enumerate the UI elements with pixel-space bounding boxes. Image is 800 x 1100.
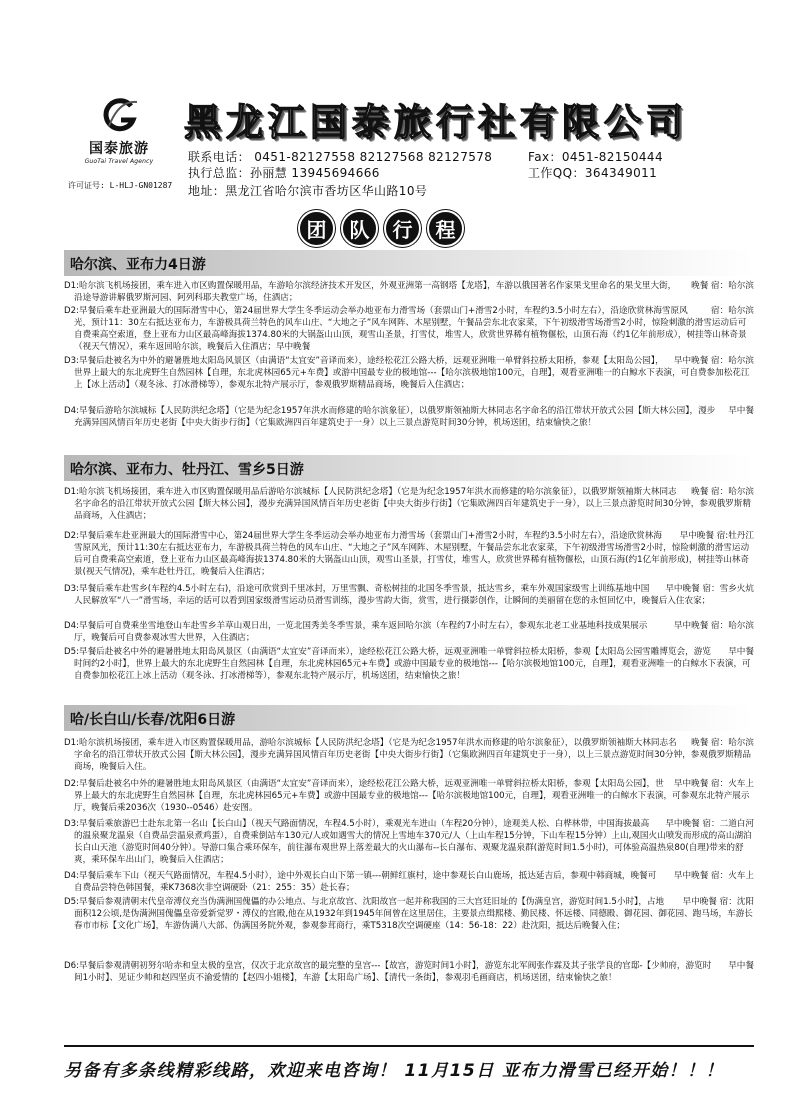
meal-lodging: 早中晚餐 宿：沈阳: [682, 897, 754, 907]
day-description: D2:早餐后赴被名中外的避暑胜地太阳岛风景区（由满语“太宜安”音译而来），途经松花江公路大桥，远观亚洲唯一单臂斜拉桥太阳桥，参观【太阳岛公园】，世界上最大的东北虎野生自然园林【自理，东北虎林园65元+车费】或游中国最专业的极地馆---【哈尔滨极地馆100元，自理】，观看亚洲唯一的白鲸水下表演，可参观东北特产展示厅，晚餐后乘2036次（1930--0546）赴安图。: [64, 779, 750, 813]
meal-lodging: 宿：哈尔滨: [711, 306, 754, 316]
meal-lodging: 早中餐: [728, 406, 754, 416]
phone-text: 联系电话： 0451-82127558 82127568 82127578: [188, 150, 493, 164]
meal-lodging: 早中晚餐 宿：二道白河: [665, 819, 754, 829]
meal-lodging: 早中晚餐 宿：火车上: [673, 871, 754, 881]
day-description: D4:早餐后可自费乘坐雪地登山车赴雪乡羊草山观日出，一览北国秀美冬季雪景，乘车返回哈尔滨（车程约7小时左右），参观东北老工业基地科技成果展示厅，晚餐后可自费参观冰雪大世界，入住酒店；: [64, 621, 648, 643]
title-char: 程: [427, 210, 464, 247]
itinerary-title: [298, 210, 464, 247]
itinerary-day: [64, 646, 754, 682]
itinerary-day: [64, 737, 754, 773]
itinerary-day: [64, 486, 754, 522]
route-title-harbin-yabuli-4day: 哈尔滨、亚布力4日游: [64, 250, 754, 276]
title-char: 行: [384, 210, 421, 247]
meal-lodging: 早中晚餐 宿:牡丹江: [679, 531, 754, 541]
manager-text: 执行总监：孙丽慧 13945694666: [188, 166, 380, 180]
route-title-harbin-yabuli-mudanjiang-xuexiang-5day: 哈尔滨、亚布力、牡丹江、雪乡5日游: [64, 455, 754, 481]
meal-lodging: 晚餐 宿：哈尔滨: [691, 487, 754, 497]
title-char: 队: [341, 210, 378, 247]
meal-lodging: 晚餐 宿：哈尔滨: [691, 738, 754, 748]
itinerary-day: [64, 530, 754, 578]
itinerary-day: [64, 620, 754, 644]
meal-lodging: 早中晚餐 宿：火车上: [673, 779, 754, 789]
logo-english-name: GuoTai Travel Agency: [84, 158, 154, 165]
day-description: D1:哈尔滨飞机场接团，乘车进入市区购置保暖用品，车游哈尔滨经济技术开发区，外观亚洲第一高钢塔【龙塔】，车游以俄国著名作家果戈里命名的果戈里大街，沿途导游讲解俄罗斯河园、阿列科耶夫教堂广场，住酒店；: [64, 281, 677, 303]
footer-divider: [64, 1045, 754, 1047]
footer-banner: 另备有多条线精彩线路，欢迎来电咨询！ 11月15日 亚布力滑雪已经开始！！！: [64, 1061, 725, 1081]
logo: [64, 96, 174, 165]
guotai-logo-icon: [97, 96, 141, 136]
itinerary-day: [64, 818, 754, 866]
day-description: D5:早餐后参观清朝末代皇帝溥仪充当伪满洲国傀儡的办公地点、与北京故宫、沈阳故宫一起并称我国的三大宫廷旧址的【伪满皇宫，游览时间1.5小时】，占地面积12公顷,是伪满洲国傀儡皇帝爱新觉罗・溥仪的宫殿,他在从1932年到1945年间曾在这里居住，主要景点缉熙楼、勤民楼、怀远楼、同德殿、御花园、御花园、跑马场，车游长春市市标【文化广场】，车游伪满八大部、伪满国务院外观，参观参茸商行，乘T5318次空调硬座（14：56-18：22）赴沈阳，抵达后晚餐入住；: [64, 897, 753, 931]
license-number: 许可证号: L-HLJ-GN01287: [68, 181, 173, 190]
meal-lodging: 早中晚餐 宿：哈尔滨: [673, 356, 754, 366]
contact-row-phone: [188, 148, 664, 165]
day-description: D4:早餐后乘车下山（视天气路面情况，车程4.5小时），途中外观长白山下第一镇---朝鲜红旗村，途中参观长白山鹿场，抵达延吉后，参观中韩商城，晚餐可自费品尝特色韩国餐，乘K7368次非空调硬卧（21：255：35）赴长春；: [64, 871, 657, 893]
day-description: D2:早餐后乘车赴亚洲最大的国际滑雪中心，第24届世界大学生冬季运动会举办地亚布力滑雪场（套票山门+滑雪2小时，车程约3.5小时左右），沿途欣赏林海雪原风光，预计11：30左右抵达亚布力，车游极具荷兰特色的风车山庄、“大地之子”风车网阵、木屋别墅，午餐品尝东北农家菜，下午初级滑雪场滑雪2小时，惊险刺激的滑雪运动后可自费乘高空索道，登上亚布力山区最高峰海拔1374.80米的大锅盔山山顶，观雪山圣景，打雪仗，堆雪人，欣赏世界稀有植物偃松，山顶石海（约1亿年前形成），树挂等山林奇景（视天气情况），乘车返回哈尔滨，晚餐后入住酒店；早中晚餐: [64, 306, 747, 352]
contact-row-address: [188, 182, 427, 199]
itinerary-day: [64, 280, 754, 304]
fax-text: Fax：0451-82150444: [528, 150, 664, 164]
day-description: D1:哈尔滨飞机场接团，乘车进入市区购置保暖用品后游哈尔滨城标【人民防洪纪念塔】（它是为纪念1957年洪水而修建的哈尔滨象征），以俄罗斯领袖斯大林同志名字命名的沿江带状开放式公园【斯大林公园】，漫步充满异国风情百年历史老街【中央大街步行街】（它集欧洲四百年建筑史于一身），以上三景点游览时间30分钟，参观俄罗斯精品商场，入住酒店；: [64, 487, 751, 521]
qq-text: 工作QQ：364349011: [528, 166, 658, 180]
day-description: D3:早餐后赴被名为中外的避暑胜地太阳岛风景区（由满语“太宜安”音译而来），途经松花江公路大桥，远观亚洲唯一单臂斜拉桥太阳桥，参观【太阳岛公园】，世界上最大的东北虎野生自然园林【自理，东北虎林园65元+车费】或游中国最专业的极地馆---【哈尔滨极地馆100元，自理】，观看亚洲唯一的白鲸水下表演，可自费参加松花江上【冰上活动】（观冬泳、打冰滑梯等），参观东北特产展示厅，参观俄罗斯精品商场，晚餐后入住酒店；: [64, 356, 750, 390]
header: [64, 88, 754, 200]
itinerary-day: [64, 305, 754, 353]
meal-lodging: 早中餐: [728, 647, 754, 657]
meal-lodging: 早中晚餐 宿：哈尔滨: [673, 621, 754, 631]
meal-lodging: 早中晚餐 宿：雪乡火炕: [665, 584, 754, 594]
itinerary-day: [64, 870, 754, 894]
day-description: D2:早餐后乘车赴亚洲最大的国际滑雪中心，第24届世界大学生冬季运动会举办地亚布力滑雪场（套票山门+滑雪2小时，车程约3.5小时左右），沿途欣赏林海雪原风光，预计11:30左右抵达亚布力，车游极具荷兰特色的风车山庄、“大地之子”风车网阵、木屋别墅，午餐品尝东北农家菜，下午初级滑雪场滑雪2小时，惊险刺激的滑雪运动后可自费乘高空索道，登上亚布力山区最高峰海拔1374.80米的大锅盔山山顶，观雪山圣景，打雪仗，堆雪人，欣赏世界稀有植物偃松，山顶石海(约1亿年前形成)，树挂等山林奇景(视天气情况)，乘车赴牡丹江，晚餐后入住酒店；: [64, 531, 750, 577]
meal-lodging: 早中餐: [728, 961, 754, 971]
itinerary-day: [64, 896, 754, 932]
day-description: D3:早餐后乘车赴雪乡(车程约4.5小时左右)，沿途可欣赏到千里冰封，万里雪飘、奇松树挂的北国冬季雪景，抵达雪乡，乘车外观国家级雪上训练基地中国人民解放军“八一”滑雪场，幸运的话可以看到国家级滑雪运动员滑雪训练，漫步雪韵大街，赏雪，进行摄影创作，让瞬间的美丽留在您的永恒回忆中，晚餐后入住农家；: [64, 584, 711, 606]
address-text: 地址：黑龙江省哈尔滨市香坊区华山路10号: [188, 184, 428, 198]
day-description: D1:哈尔滨机场接团，乘车进入市区购置保暖用品，游哈尔滨城标【人民防洪纪念塔】（它是为纪念1957年洪水而修建的哈尔滨象征），以俄罗斯领袖斯大林同志名字命名的沿江带状开放式公园【斯大林公园】，漫步充满异国风情百年历史老街【中央大街步行街】（它集欧洲四百年建筑史于一身），以上三景点游览时间30分钟，参观俄罗斯精品商场，晚餐后入住。: [64, 738, 751, 772]
itinerary-day: [64, 960, 754, 984]
company-name: 黑龙江国泰旅行社有限公司: [184, 100, 688, 144]
itinerary-day: [64, 778, 754, 814]
route-title-harbin-changbaishan-changchun-shenyang-6day: 哈/长白山/长春/沈阳6日游: [64, 705, 754, 731]
itinerary-day: [64, 583, 754, 607]
day-description: D3:早餐后乘旅游巴士赴东北第一名山【长白山】（视天气路面情况，车程4.5小时），乘观光车进山（车程20分钟），途观美人松、白桦林带，中国海拔最高的温泉聚龙温泉（自费品尝温泉煮鸡蛋），自费乘倒站车130元/人或如遇雪大的情况上雪地车370元/人（上山车程15分钟，下山车程15分钟）上山,观国火山喷发而形成的高山湖泊长白山天池（游览时间40分钟）。导游口集合乘环保车，前往瀑布观世界上落差最大的火山瀑布--长白瀑布、观聚龙温泉群(游览时间1.5小时)，可体验高温热泉80(自理)带来的舒爽，乘环保车出山门，晚餐后入住酒店；: [64, 819, 752, 865]
day-description: D5:早餐后赴被名中外的避暑胜地太阳岛风景区（由满语“太宜安”音译而来），途经松花江公路大桥，远观亚洲唯一单臂斜拉桥太阳桥，参观【太阳岛公园雪雕博览会，游览时间约2小时】，世界上最大的东北虎野生自然园林【自理，东北虎林园65元+车费】或游中国最专业的极地馆---【哈尔滨极地馆100元，自理】，观看亚洲唯一的白鲸水下表演，可自费参加松花江上冰上活动（观冬泳、打冰滑梯等），参观东北特产展示厅，机场送团，结束愉快之旅！: [64, 647, 751, 681]
contact-row-manager: [188, 164, 658, 181]
meal-lodging: 晚餐 宿：哈尔滨: [691, 281, 754, 291]
itinerary-day: [64, 405, 754, 429]
itinerary-day: [64, 355, 754, 391]
day-description: D6:早餐后参观清朝初努尔哈赤和皇太极的皇宫，仅次于北京故宫的最完整的皇宫---【故宫，游览时间1小时】，游览东北军阀张作霖及其子张学良的官邸-【少帅府，游览时间1小时】、见证少帅和赵四坚贞不渝爱情的【赵四小姐楼】，车游【太阳岛广场】、【清代一条街】，参观羽毛画商店，机场送团，结束愉快之旅！: [64, 961, 712, 983]
title-char: 团: [298, 210, 335, 247]
day-description: D4:早餐后游哈尔滨城标【人民防洪纪念塔】（它是为纪念1957年洪水而修建的哈尔滨象征），以俄罗斯领袖斯大林同志名字命名的沿江带状开放式公园【斯大林公园】，漫步充满异国风情百年历史老街【中央大街步行街】（它集欧洲四百年建筑史于一身）以上三景点游览时间30分钟，机场送团，结束愉快之旅！: [64, 406, 716, 428]
logo-chinese-name: 国泰旅游: [89, 141, 149, 157]
